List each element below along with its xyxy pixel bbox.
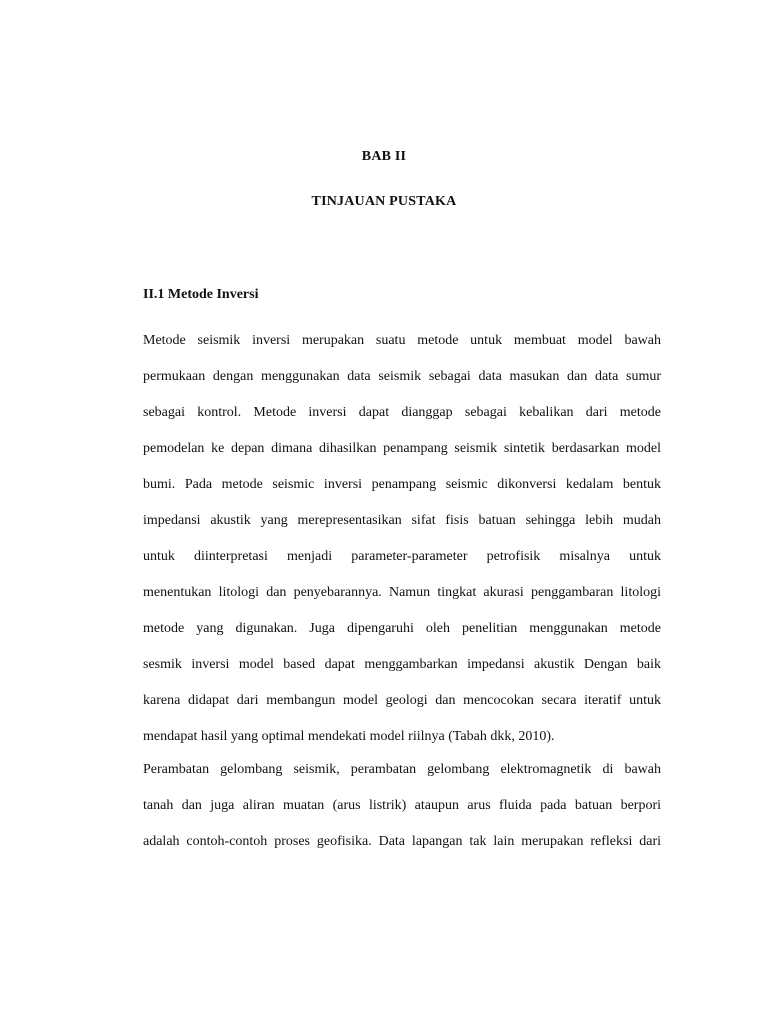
section-title: II.1 Metode Inversi	[143, 287, 259, 302]
paragraph-line: Metode seismik inversi merupakan suatu metode untuk membuat model bawah	[143, 333, 661, 348]
paragraph-1	[143, 331, 661, 763]
paragraph-line: Perambatan gelombang seismik, perambatan gelombang elektromagnetik di bawah	[143, 762, 661, 777]
paragraph-line: permukaan dengan menggunakan data seismik sebagai data masukan dan data sumur	[143, 369, 661, 384]
paragraph-line: impedansi akustik yang merepresentasikan sifat fisis batuan sehingga lebih mudah	[143, 513, 661, 528]
paragraph-line: menentukan litologi dan penyebarannya. Namun tingkat akurasi penggambaran litologi	[143, 585, 661, 600]
paragraph-line: pemodelan ke depan dimana dihasilkan penampang seismik sintetik berdasarkan model	[143, 441, 661, 456]
paragraph-line: sesmik inversi model based dapat menggambarkan impedansi akustik Dengan baik	[143, 657, 661, 672]
paragraph-line: metode yang digunakan. Juga dipengaruhi oleh penelitian menggunakan metode	[143, 621, 661, 636]
chapter-title: TINJAUAN PUSTAKA	[311, 194, 457, 209]
chapter-number: BAB II	[361, 149, 407, 164]
paragraph-line: untuk diinterpretasi menjadi parameter-parameter petrofisik misalnya untuk	[143, 549, 661, 564]
paragraph-line: bumi. Pada metode seismic inversi penampang seismic dikonversi kedalam bentuk	[143, 477, 661, 492]
paragraph-line: sebagai kontrol. Metode inversi dapat dianggap sebagai kebalikan dari metode	[143, 405, 661, 420]
paragraph-line: adalah contoh-contoh proses geofisika. Data lapangan tak lain merupakan refleksi dari	[143, 834, 661, 849]
paragraph-line: karena didapat dari membangun model geologi dan mencocokan secara iteratif untuk	[143, 693, 661, 708]
paragraph-line: tanah dan juga aliran muatan (arus listrik) ataupun arus fluida pada batuan berpori	[143, 798, 661, 813]
paragraph-2	[143, 760, 661, 868]
paragraph-line: mendapat hasil yang optimal mendekati model riilnya (Tabah dkk, 2010).	[143, 729, 555, 744]
